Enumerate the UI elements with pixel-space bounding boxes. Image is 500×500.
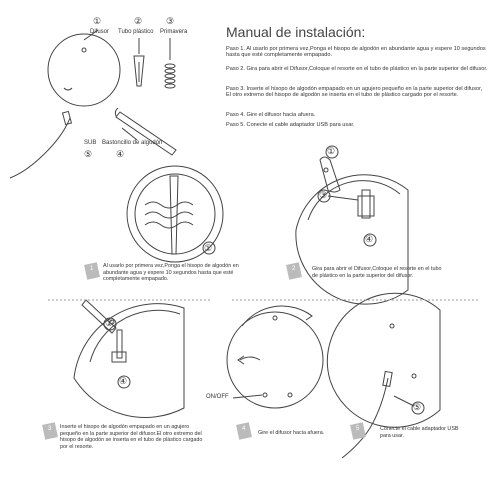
panel-3-step-badge: 3 — [48, 426, 52, 432]
panel-1-step-badge: 1 — [90, 266, 94, 272]
cotton-swab-drawing — [115, 108, 176, 155]
sub-label: SUB — [84, 140, 97, 146]
on-off-label: ON/OFF — [206, 394, 229, 400]
panel-1-caption: Al usarlo por primera vez,Ponga el hisopo de algodón en abundante agua y espere 10 segundos hasta que esté completamente empapado. — [103, 263, 239, 283]
bastoncillo-number: ④ — [116, 149, 125, 159]
tubo-number: ② — [134, 16, 143, 26]
manual-step-1: Paso 1. Al usarlo por primera vez,Ponga el hisopo de algodón en abundante agua y espere 10 segundos hasta que esté completamente empapado. — [226, 46, 486, 59]
difusor-number: ① — [93, 16, 102, 26]
panel-5-step-badge: 5 — [356, 426, 360, 432]
panel-4-caption: Gire el difusor hacia afuera. — [258, 430, 325, 436]
panel-2-step-badge: 2 — [292, 266, 296, 272]
spring-drawing — [165, 64, 175, 88]
sub-number: ⑤ — [84, 149, 93, 159]
panel-2-number-a: ① — [327, 146, 336, 156]
panel-2-number-c: ④ — [365, 234, 374, 244]
panel-3-caption: Inserte el hisopo de algodón empapado en un agujero pequeño en la parte superior del difusor.El otro extremo del hisopo de algodón se inserta en el tubo de plástico cargado por el resorte. — [60, 424, 203, 450]
panel-3-number-a: ① — [105, 318, 114, 328]
panel-2-number-b: ③ — [319, 190, 328, 200]
manual-step-3: Paso 3. Inserte el hisopo de algodón empapado en un agujero pequeño en la parte superior del difusor, El otro extremo del hisopo de algodón se inserta en el tubo de plástico cargado por el resorte. — [226, 86, 483, 99]
panel-5-caption: Conecte el cable adaptador USB para usar. — [380, 426, 459, 439]
manual-step-5: Paso 5. Conecte el cable adaptador USB para usar. — [226, 122, 355, 128]
panel-4-drawing — [227, 306, 323, 408]
panel-2-drawing — [296, 146, 408, 304]
plastic-tube-drawing — [134, 56, 144, 86]
panel-3-number-b: ④ — [119, 376, 128, 386]
manual-title: Manual de instalación: — [226, 24, 366, 40]
primavera-label: Primavera — [160, 29, 188, 35]
difusor-label: Difusor — [90, 29, 110, 35]
tubo-label: Tubo plástico — [118, 29, 154, 35]
bastoncillo-label: Bastoncillo de algodón — [102, 140, 163, 146]
panel-4-step-badge: 4 — [242, 426, 246, 432]
panel-1-number: ① — [204, 243, 213, 253]
panel-2-caption: Gira para abrir el Difusor,Coloque el resorte en el tubo de plástico en la parte superior del difusor. — [312, 266, 442, 279]
manual-step-2: Paso 2. Gira para abrir el Difusor,Coloque el resorte en el tubo de plástico en la parte superior del difusor. — [226, 66, 488, 72]
panel-3-drawing — [74, 300, 184, 417]
diffuser-part-drawing — [48, 34, 120, 106]
usb-cable-drawing — [10, 111, 71, 178]
manual-step-4: Paso 4. Gire el difusor hacia afuera. — [226, 112, 316, 118]
panel-5-number: ⑤ — [413, 402, 422, 412]
primavera-number: ③ — [166, 16, 175, 26]
